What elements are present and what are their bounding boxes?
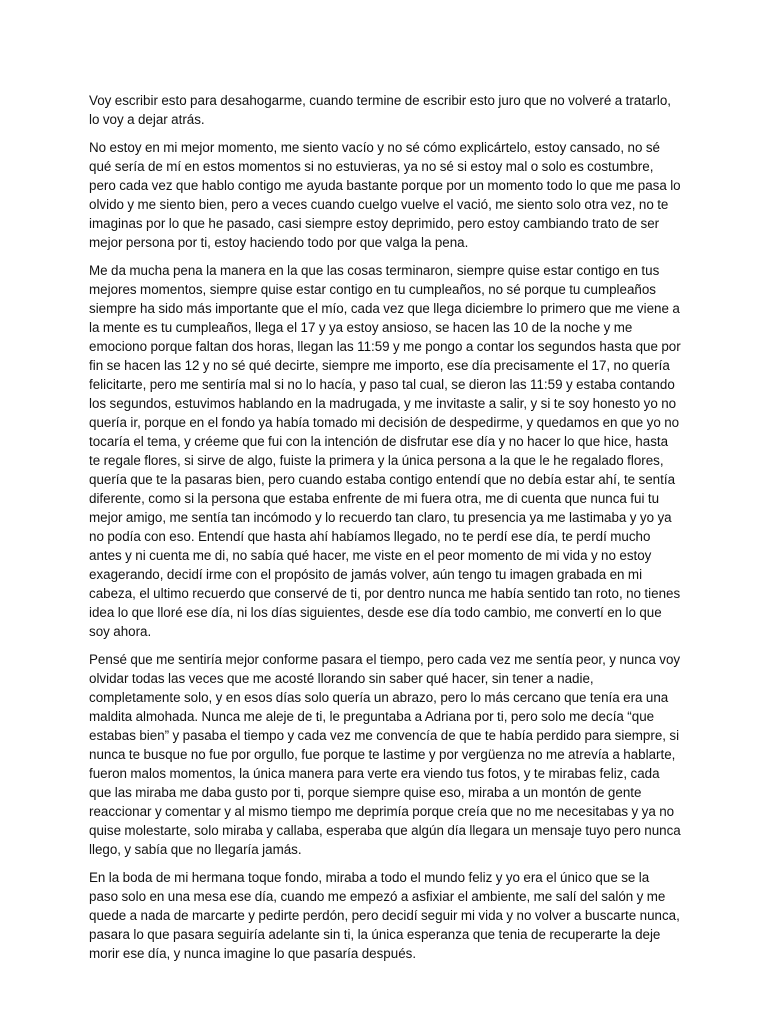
paragraph-3: Me da mucha pena la manera en la que las cosas terminaron, siempre quise estar contigo en tus mejores momentos, siempre quise estar contigo en tu cumpleaños, no sé porque tu cumpleaños siempre ha sido más importante que el mío, cada vez que llega diciembre lo primero que me viene a la mente es tu cumpleaños, llega el 17 y ya estoy ansioso, se hacen las 10 de la noche y me emociono porque faltan dos horas, llegan las 11:59 y me pongo a contar los segundos hasta que por fin se hacen las 12 y no sé qué decirte, siempre me importo, ese día precisamente el 17, no quería felicitarte, pero me sentiría mal si no lo hacía, y paso tal cual, se dieron las 11:59 y estaba contando los segundos, estuvimos hablando en la madrugada, y me invitaste a salir, y si te soy honesto yo no quería ir, porque en el fondo ya había tomado mi decisión de despedirme, y quedamos en que yo no tocaría el tema, y créeme que fui con la intención de disfrutar ese día y no hacer lo que hice, hasta te regale flores, si sirve de algo, fuiste la primera y la única persona a la que le he regalado flores, quería que te la pasaras bien, pero cuando estaba contigo entendí que no debía estar ahí, te sentía diferente, como si la persona que estaba enfrente de mi fuera otra, me di cuenta que nunca fui tu mejor amigo, me sentía tan incómodo y lo recuerdo tan claro, tu presencia ya me lastimaba y yo ya no podía con eso. Entendí que hasta ahí habíamos llegado, no te perdí ese día, te perdí mucho antes y ni cuenta me di, no sabía qué hacer, me viste en el peor momento de mi vida y no estoy exagerando, decidí irme con el propósito de jamás volver, aún tengo tu imagen grabada en mi cabeza, el ultimo recuerdo que conservé de ti, por dentro nunca me había sentido tan roto, no tienes idea lo que lloré ese día, ni los días siguientes, desde ese día todo cambio, me convertí en lo que soy ahora. [89,263,681,639]
paragraph-5: En la boda de mi hermana toque fondo, miraba a todo el mundo feliz y yo era el único que se la paso solo en una mesa ese día, cuando me empezó a asfixiar el ambiente, me salí del salón y me quede a nada de marcarte y pedirte perdón, pero decidí seguir mi vida y no volver a buscarte nunca, pasara lo que pasara seguiría adelante sin ti, la única esperanza que tenia de recuperarte la deje morir ese día, y nunca imagine lo que pasaría después. [89,870,680,961]
document-body [89,91,681,972]
paragraph-2: No estoy en mi mejor momento, me siento vacío y no sé cómo explicártelo, estoy cansado, no sé qué sería de mí en estos momentos si no estuvieras, ya no sé si estoy mal o solo es costumbre, pero cada vez que hablo contigo me ayuda bastante porque por un momento todo lo que me pasa lo olvido y me siento bien, pero a veces cuando cuelgo vuelve el vació, me siento solo otra vez, no te imaginas por lo que he pasado, casi siempre estoy deprimido, pero estoy cambiando trato de ser mejor persona por ti, estoy haciendo todo por que valga la pena. [89,140,681,250]
paragraph-1: Voy escribir esto para desahogarme, cuando termine de escribir esto juro que no volveré a tratarlo, lo voy a dejar atrás. [89,93,672,127]
paragraph-4: Pensé que me sentiría mejor conforme pasara el tiempo, pero cada vez me sentía peor, y nunca voy olvidar todas las veces que me acosté llorando sin saber qué hacer, sin tener a nadie, completamente solo, y en esos días solo quería un abrazo, pero lo más cercano que tenía era una maldita almohada. Nunca me aleje de ti, le preguntaba a Adriana por ti, pero solo me decía “que estabas bien” y pasaba el tiempo y cada vez me convencía de que te había perdido para siempre, si nunca te busque no fue por orgullo, fue porque te lastime y por vergüenza no me atrevía a hablarte, fueron malos momentos, la única manera para verte era viendo tus fotos, y te mirabas feliz, cada que las miraba me daba gusto por ti, porque siempre quise eso, miraba a un montón de gente reaccionar y comentar y al mismo tiempo me deprimía porque creía que no me necesitabas y ya no quise molestarte, solo miraba y callaba, esperaba que algún día llegara un mensaje tuyo pero nunca llego, y sabía que no llegaría jamás. [89,652,681,857]
